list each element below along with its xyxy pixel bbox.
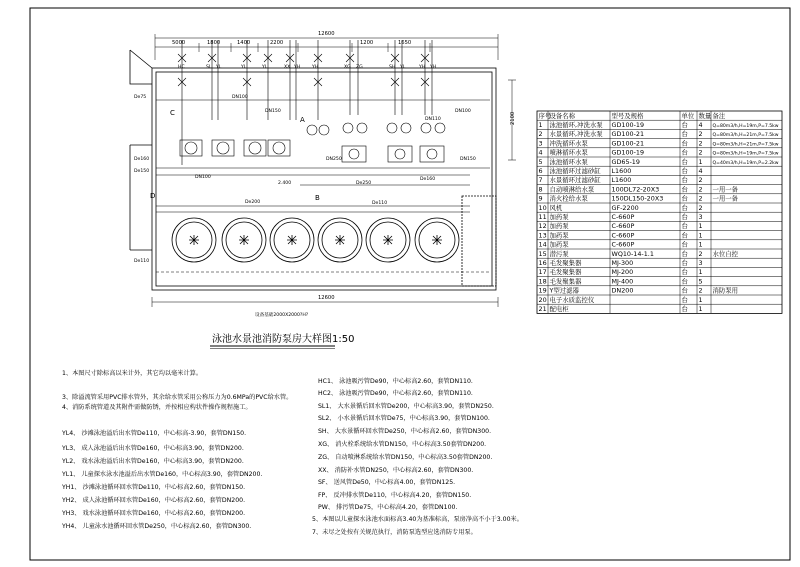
table-cell: 一用一备 <box>712 194 739 203</box>
note-line: 3、除溢流管采用PVC排水管外，其余给水管采用公称压力为0.6MPa的PVC给水管。 <box>62 394 293 401</box>
table-header-cell: 数量 <box>698 111 712 120</box>
table-cell: 3 <box>538 139 543 148</box>
pump-units <box>180 140 290 156</box>
tag-label: C <box>170 109 175 117</box>
table-cell: 4 <box>538 148 543 157</box>
table-cell: 2 <box>698 130 703 139</box>
svg-text:YH: YH <box>312 65 319 70</box>
dim-side: 2100 <box>510 111 516 125</box>
table-cell: 配电柜 <box>549 305 569 313</box>
table-cell: 19 <box>538 286 547 295</box>
table-cell: 潜污泵 <box>549 249 569 258</box>
table-cell: 台 <box>681 249 688 258</box>
tag-label: A <box>300 116 305 124</box>
pipe-label: DN110 <box>425 117 441 122</box>
dim-seg-6: 1650 <box>398 40 412 46</box>
table-cell: Q=40m3/h,H=19m,P=2.2kw <box>712 160 779 166</box>
table-cell: Q=80m3/h,H=21m,P=7.5kw <box>712 133 779 139</box>
table-cell: 台 <box>681 305 688 313</box>
table-cell: 11 <box>538 213 547 221</box>
note-line: YH3、 戏水泳池循环回水管De160，中心标高2.60，套管DN200. <box>62 510 246 517</box>
table-cell: GD65-19 <box>611 157 640 166</box>
table-cell: 4 <box>698 121 703 129</box>
note-line: PW、 排污管De75，中心标高4.20，套管DN100. <box>318 504 458 511</box>
note-line: SF、 送风管De50，中心标高4.00，套管DN125. <box>318 479 456 486</box>
table-cell: 水景循环过滤砂缸 <box>549 176 601 185</box>
table-cell: 100DL72-20X3 <box>611 185 660 194</box>
table-cell: 17 <box>538 268 547 277</box>
table-cell: 13 <box>538 231 547 240</box>
table-cell: 5 <box>698 277 703 286</box>
table-cell: 风机 <box>549 203 563 212</box>
table-cell: 1 <box>698 305 703 313</box>
table-cell: 台 <box>681 268 688 277</box>
table-cell: Y型过滤器 <box>549 286 579 295</box>
table-cell: C-660P <box>611 213 635 221</box>
table-cell: Q=80m3/h,H=21m,P=7.5kw <box>712 142 779 148</box>
table-cell: 台 <box>681 157 688 166</box>
svg-text:SH: SH <box>389 65 396 70</box>
svg-text:YL: YL <box>216 65 222 70</box>
svg-text:YL: YL <box>241 65 247 70</box>
table-cell: 2 <box>698 286 703 295</box>
table-cell: 3 <box>698 259 703 267</box>
table-cell: 2 <box>698 176 703 185</box>
table-cell: 台 <box>681 231 688 240</box>
table-cell: 1 <box>538 121 543 129</box>
note-line: 7、未尽之处按有关规范执行，消防泵选型应选消防专用泵。 <box>312 529 477 536</box>
note-line: HC2、 泳池吸污管De90，中心标高2.60，套管DN110. <box>318 390 473 397</box>
pipe-top-labels <box>178 64 436 70</box>
table-cell: 12 <box>538 222 547 231</box>
table-cell: 台 <box>681 121 688 129</box>
table-cell: 加药泵 <box>549 240 569 249</box>
table-cell: 15 <box>538 249 547 258</box>
table-cell: 7 <box>538 176 543 185</box>
table-cell: 2 <box>698 203 703 212</box>
table-cell: 台 <box>681 295 688 304</box>
table-cell: 台 <box>681 130 688 139</box>
table-cell: 2 <box>698 139 703 148</box>
table-cell: 台 <box>681 259 688 267</box>
table-cell: 加药泵 <box>549 231 569 240</box>
table-cell: 台 <box>681 277 688 286</box>
table-cell: MJ-200 <box>611 268 634 277</box>
table-cell: C-660P <box>611 240 635 249</box>
table-cell: GD100-19 <box>611 148 645 157</box>
table-cell: 8 <box>538 185 543 194</box>
tag-label: B <box>315 194 320 202</box>
pipe-label: De250 <box>356 181 372 186</box>
pipe-label: De110 <box>134 259 150 264</box>
table-cell: 台 <box>681 185 688 194</box>
table-cell: 台 <box>681 240 688 249</box>
note-line: ZG、 自动喷淋系统给水管DN150，中心标高3.50套管DN200. <box>318 454 493 461</box>
note-line: SH、 大水景循环回水管De250，中心标高2.60，套管DN300. <box>318 428 492 435</box>
table-cell: 4 <box>698 167 703 175</box>
table-cell: 电子水质监控仪 <box>549 295 595 304</box>
table-cell: 1 <box>698 295 703 304</box>
table-cell: 2 <box>698 148 703 157</box>
table-cell: 16 <box>538 259 547 267</box>
top-dimension <box>155 34 498 60</box>
table-cell: 加药泵 <box>549 213 569 221</box>
tag-label: D <box>150 192 156 200</box>
dim-top-total: 12600 <box>318 31 335 37</box>
table-cell: 1 <box>698 240 703 249</box>
table-cell: 泳池循环水泵 <box>549 157 588 166</box>
note-line: XG、 消火栓系统给水管DN150，中心标高3.50套管DN200. <box>318 441 487 448</box>
svg-text:YH: YH <box>430 65 437 70</box>
table-cell: 自动喷淋给水泵 <box>549 185 595 194</box>
table-cell: 18 <box>538 277 547 286</box>
level-mark: 2.400 <box>278 181 292 186</box>
dim-seg-5: 1200 <box>360 40 374 46</box>
table-cell: 9 <box>538 194 543 203</box>
drawing-title: 泳池水景池消防泵房大样图1:50 <box>212 334 355 345</box>
note-line: YH1、 沙滩泳池循环回水管De110，中心标高2.60，套管DN150. <box>62 484 246 491</box>
table-cell: 水景循环,冲洗水泵 <box>549 130 603 139</box>
table-cell: Q=80m3/h,H=19m,P=7.5kw <box>712 151 779 157</box>
table-cell: 14 <box>538 240 547 249</box>
table-cell: MJ-300 <box>611 259 634 267</box>
svg-text:XX: XX <box>284 65 291 70</box>
svg-text:XG: XG <box>344 65 351 70</box>
table-cell: GF-2200 <box>611 203 639 212</box>
table-cell: 台 <box>681 203 688 212</box>
table-cell: 消防泵用 <box>712 286 739 295</box>
svg-text:YL: YL <box>262 65 268 70</box>
note-line: XX、 消防补水管DN250，中心标高2.60，套管DN300. <box>318 467 474 474</box>
pipe-label: DN100 <box>195 175 211 180</box>
table-cell: 冲洗循环水泵 <box>549 139 588 148</box>
table-cell: 泳池循环,冲洗水泵 <box>549 121 603 129</box>
dim-bottom-total: 12600 <box>318 295 335 301</box>
table-header-cell: 单位 <box>681 111 695 120</box>
note-line: HC1、 泳池吸污管De90，中心标高2.60，套管DN110. <box>318 378 473 385</box>
table-cell: 5 <box>538 157 543 166</box>
table-cell: 150DL150-20X3 <box>611 194 664 203</box>
table-header-cell: 设备名称 <box>549 111 576 120</box>
table-header-cell: 型号及规格 <box>611 111 644 120</box>
pipe-label: DN100 <box>232 95 248 100</box>
table-cell: 台 <box>681 222 688 231</box>
notes-right <box>312 377 523 536</box>
table-header-cell: 序号 <box>538 111 552 120</box>
note-line: SL2、 小水景循后回水管De75，中心标高3.90，套管DN100. <box>318 415 490 422</box>
equipment-table <box>537 111 782 314</box>
note-line: YH4、 儿童泳水池循环回水管De250，中心标高2.60，套管DN300. <box>62 523 252 530</box>
table-cell: 毛发聚集器 <box>549 259 582 267</box>
pipe-label: De75 <box>134 95 147 100</box>
pipe-label: De110 <box>372 201 388 206</box>
table-cell: GD100-21 <box>611 139 645 148</box>
table-cell: L1600 <box>611 167 632 175</box>
table-cell: 2 <box>698 185 703 194</box>
table-cell: 加药泵 <box>549 222 569 231</box>
table-cell: 2 <box>698 194 703 203</box>
table-cell: 一用一备 <box>712 185 739 194</box>
svg-text:ZG: ZG <box>356 65 363 70</box>
table-cell: 3 <box>698 213 703 221</box>
table-cell: 毛发聚集器 <box>549 277 582 286</box>
table-cell: C-660P <box>611 231 635 240</box>
table-cell: MJ-400 <box>611 277 634 286</box>
table-cell: 泳池循环过滤砂缸 <box>549 167 601 175</box>
table-cell: 21 <box>538 305 547 313</box>
table-cell: 台 <box>681 148 688 157</box>
table-cell: 台 <box>681 176 688 185</box>
table-cell: 2 <box>698 249 703 258</box>
note-line: 1、本图尺寸除标高以米计外，其它均以毫米计算。 <box>62 370 203 377</box>
dim-seg-2: 1800 <box>207 40 221 46</box>
table-cell: Q=80m3/h,H=19m,P=7.5kw <box>712 124 779 129</box>
table-cell: C-660P <box>611 222 635 231</box>
table-cell: 喷淋循环水泵 <box>549 148 588 157</box>
pipe-label: De160 <box>134 157 150 162</box>
table-cell: 1 <box>698 222 703 231</box>
notes-left <box>61 369 292 530</box>
note-line: YL2、 戏水泳池溢后出水管De160，中心标高3.90，套管DN200. <box>62 458 244 465</box>
table-cell: 10 <box>538 203 547 212</box>
dim-seg-1: 5000 <box>172 40 186 46</box>
svg-text:YL: YL <box>400 65 406 70</box>
table-cell: 毛发聚集器 <box>549 268 582 277</box>
table-cell: 6 <box>538 167 543 175</box>
pipe-label: De150 <box>134 169 150 174</box>
table-cell: 台 <box>681 286 688 295</box>
table-header-cell: 备注 <box>712 111 726 120</box>
svg-text:YH: YH <box>294 65 301 70</box>
note-line: YH2、 成人泳池循环回水管De160，中心标高2.60，套管DN200. <box>62 497 246 504</box>
filter-tanks <box>172 218 459 262</box>
table-cell: 20 <box>538 295 547 304</box>
dim-seg-3: 1400 <box>237 40 251 46</box>
note-line: FP、 反冲排水管De110，中心标高4.20，套管DN150. <box>318 492 472 499</box>
table-cell: 1 <box>698 231 703 240</box>
table-cell: L1600 <box>611 176 632 185</box>
svg-text:YH: YH <box>419 65 426 70</box>
table-cell: GD100-21 <box>611 130 645 139</box>
table-cell: WQ10-14-1.1 <box>611 249 654 258</box>
svg-text:SL: SL <box>206 65 212 70</box>
svg-text:HC: HC <box>178 65 185 70</box>
pipe-label: DN100 <box>455 109 471 114</box>
note-line: YL4、 沙滩泳池溢后出水管De110，中心标高-3.90，套管DN150. <box>62 430 247 437</box>
table-cell: 台 <box>681 167 688 175</box>
table-cell: 台 <box>681 213 688 221</box>
table-cell: 2 <box>538 130 543 139</box>
table-cell: 台 <box>681 139 688 148</box>
room-walls <box>130 50 496 290</box>
dim-seg-4: 2200 <box>270 40 284 46</box>
table-cell: 1 <box>698 157 703 166</box>
table-cell: DN200 <box>611 286 634 295</box>
table-cell: 消火栓给水泵 <box>549 194 588 203</box>
pipe-label: De200 <box>245 200 261 205</box>
table-cell: GD100-19 <box>611 121 645 129</box>
note-line: SL1、 大水景循后回水管De200，中心标高3.90，套管DN250. <box>318 403 494 410</box>
note-line: YL3、 成人泳池溢后出水管De160，中心标高3.90，套管DN200. <box>62 445 244 452</box>
note-line: YL1、 儿童探水泳水池溢后出水管De160，中心标高3.90，套管DN200. <box>62 471 263 478</box>
table-cell: 水位自控 <box>712 249 739 258</box>
pipe-label: DN250 <box>326 157 342 162</box>
note-line: 4、消防系统管道及其附件需做防锈，并按相应构状件操作规程施工。 <box>62 404 252 411</box>
pipe-label: DN150 <box>460 157 476 162</box>
table-cell: 1 <box>698 268 703 277</box>
valve-symbols <box>178 54 429 86</box>
pump-base-label: 设备基础2000X2000?H? <box>255 313 309 318</box>
pipe-label: DN150 <box>265 109 281 114</box>
pipe-label: De160 <box>420 177 436 182</box>
note-line: 5、本图以儿童探水泳池水面标高3.40为基准标高，泵房净高不小于3.00米。 <box>312 516 523 523</box>
table-cell: 台 <box>681 194 688 203</box>
